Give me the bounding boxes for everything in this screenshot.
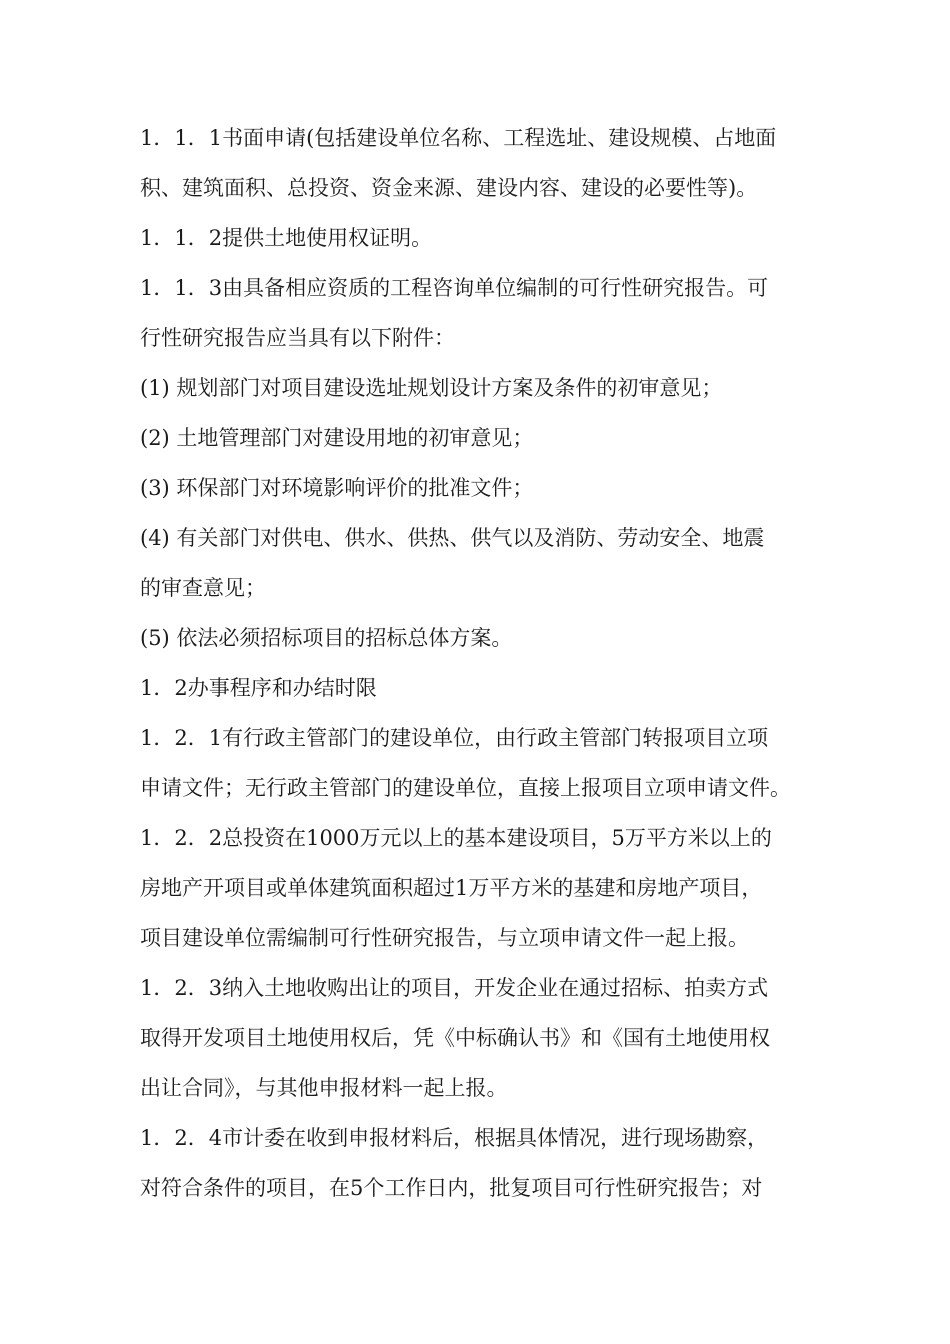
- list-item: (5) 依法必须招标项目的招标总体方案。: [140, 626, 513, 650]
- text-line: 出让合同》，与其他申报材料一起上报。: [140, 1076, 508, 1100]
- text-line: 申请文件；无行政主管部门的建设单位，直接上报项目立项申请文件。: [140, 776, 791, 800]
- text-line: 1．1．3由具备相应资质的工程咨询单位编制的可行性研究报告。可: [140, 276, 769, 300]
- text-line: 积、建筑面积、总投资、资金来源、建设内容、建设的必要性等)。: [140, 176, 758, 200]
- section-heading: 1．2办事程序和办结时限: [140, 676, 377, 700]
- list-item: (3) 环保部门对环境影响评价的批准文件；: [140, 476, 534, 500]
- text-line: 房地产开项目或单体建筑面积超过1万平方米的基建和房地产项目，: [140, 876, 763, 900]
- text-line: 1．2．3纳入土地收购出让的项目，开发企业在通过招标、拍卖方式: [140, 976, 769, 1000]
- text-line: 1．2．2总投资在1000万元以上的基本建设项目，5万平方米以上的: [140, 826, 772, 850]
- list-item: (2) 土地管理部门对建设用地的初审意见；: [140, 426, 534, 450]
- text-line: 取得开发项目土地使用权后，凭《中标确认书》和《国有土地使用权: [140, 1026, 770, 1050]
- list-item: (1) 规划部门对项目建设选址规划设计方案及条件的初审意见；: [140, 376, 723, 400]
- text-line: 的审查意见；: [140, 576, 266, 600]
- text-line: 1．1．2提供土地使用权证明。: [140, 226, 433, 250]
- text-line: 1．2．1有行政主管部门的建设单位，由行政主管部门转报项目立项: [140, 726, 769, 750]
- list-item: (4) 有关部门对供电、供水、供热、供气以及消防、劳动安全、地震: [140, 526, 765, 550]
- text-line: 项目建设单位需编制可行性研究报告，与立项申请文件一起上报。: [140, 926, 749, 950]
- text-line: 行性研究报告应当具有以下附件：: [140, 326, 455, 350]
- text-line: 对符合条件的项目，在5个工作日内，批复项目可行性研究报告；对: [140, 1176, 763, 1200]
- text-line: 1．1．1书面申请(包括建设单位名称、工程选址、建设规模、占地面: [140, 126, 777, 150]
- text-line: 1．2．4市计委在收到申报材料后，根据具体情况，进行现场勘察，: [140, 1126, 769, 1150]
